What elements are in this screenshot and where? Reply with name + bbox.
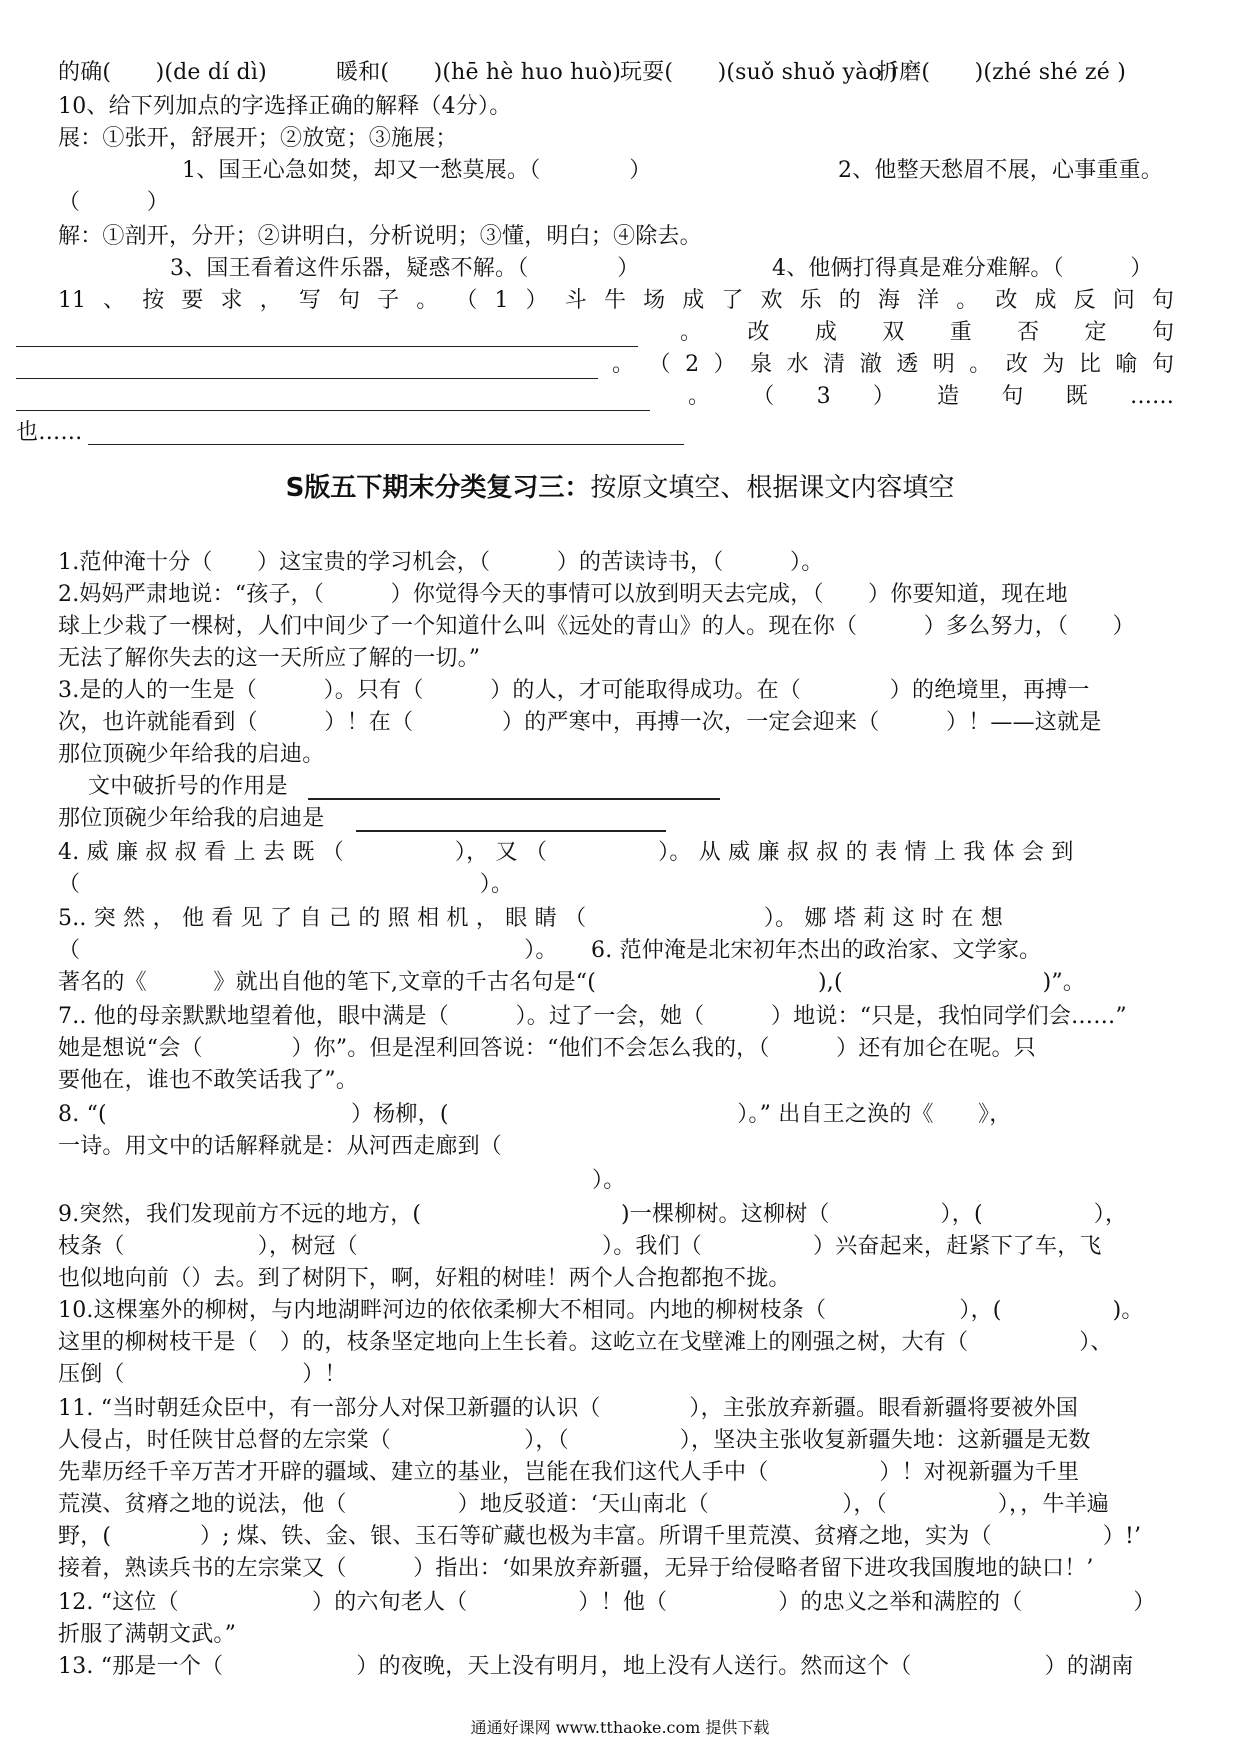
question-line-29: 先辈历经千辛万苦才开辟的疆域、建立的基业，岂能在我们这代人手中（ ）！对视新疆为千里 <box>58 1460 1080 1485</box>
question-line-34: 折服了满朝文武。” <box>58 1622 237 1647</box>
question-line-32: 接着，熟读兵书的左宗棠又（ ）指出：‘如果放弃新疆，无异于给侵略者留下进攻我国腹地的缺口！’ <box>58 1556 1094 1581</box>
section-heading <box>0 470 1240 506</box>
question-line-7: 那位顶碗少年给我的启迪。 <box>58 742 325 767</box>
zhan-question-1: 1、国王心急如焚，却又一愁莫展。（ ） <box>182 158 652 183</box>
question-line-8: 文中破折号的作用是 <box>88 774 288 799</box>
answer-line-enlightenment[interactable] <box>356 830 666 832</box>
question-line-17: 要他在，谁也不敢笑话我了”。 <box>58 1068 359 1093</box>
question-line-14: 著名的《 》就出自他的笔下,文章的千古名句是“( ),( )”。 <box>58 970 1086 995</box>
question-line-15: 7.. 他的母亲默默地望着他，眼中满是（ ）。过了一会，她（ ）地说：“只是，我怕同学们会……” <box>58 1004 1127 1029</box>
question-line-4: 无法了解你失去的这一天所应了解的一切。” <box>58 646 481 671</box>
question-line-18: 8. “( ）杨柳，( ）。” 出自王之涣的《 》， <box>58 1102 1012 1127</box>
answer-line-dash-purpose[interactable] <box>308 798 720 800</box>
question-11-line-4: 。 （ 3 ） 造 句 既 …… <box>688 384 1174 409</box>
question-line-5: 3.是的人的一生是（ ）。只有（ ）的人，才可能取得成功。在（ ）的绝境里，再搏一 <box>58 678 1090 703</box>
question-line-35: 13. “那是一个（ ）的夜晚，天上没有明月，地上没有人送行。然而这个（ ）的湖南 <box>58 1654 1134 1679</box>
question-line-20: ）。 <box>592 1168 626 1193</box>
question-11-line-2: 。 改 成 双 重 否 定 句 <box>680 320 1174 345</box>
question-line-31: 野，( ）; 煤、铁、金、银、玉石等矿藏也极为丰富。所谓千里荒漠、贫瘠之地，实为（ ）!’ <box>58 1524 1142 1549</box>
question-line-19: 一诗。用文中的话解释就是：从河西走廊到（ <box>58 1134 503 1159</box>
question-line-25: 这里的柳树枝干是（ ）的，枝条坚定地向上生长着。这屹立在戈壁滩上的刚强之树，大有（ ）、 <box>58 1330 1113 1355</box>
pinyin-item-3: 玩耍( )(suǒ shuǒ yào ) <box>620 60 898 85</box>
question-line-16: 她是想说“会（ ）你”。但是涅利回答说：“他们不会怎么我的，（ ）还有加仑在呢。只 <box>58 1036 1036 1061</box>
jie-question-4: 4、他俩打得真是难分难解。（ ） <box>772 256 1153 281</box>
pinyin-item-4: 折磨( )(zhé shé zé ) <box>877 60 1126 85</box>
question-line-10: 4. 威 廉 叔 叔 看 上 去 既 （ ）， 又 （ ）。 从 威 廉 叔 叔 的 表 情 上 我 体 会 到 <box>58 840 1074 865</box>
answer-line-1[interactable] <box>16 346 638 347</box>
question-line-22: 枝条（ ），树冠（ ）。我们（ ）兴奋起来，赶紧下了车，飞 <box>58 1234 1102 1259</box>
question-line-27: 11. “当时朝廷众臣中，有一部分人对保卫新疆的认识（ ），主张放弃新疆。眼看新疆将要被外国 <box>58 1396 1079 1421</box>
question-line-33: 12. “这位（ ）的六旬老人（ ）！他（ ）的忠义之举和满腔的（ ） <box>58 1590 1156 1615</box>
jie-question-3: 3、国王看着这件乐器，疑惑不解。（ ） <box>170 256 640 281</box>
zhan-question-2: 2、他整天愁眉不展，心事重重。 <box>838 158 1163 183</box>
question-11-line-1: 11 、 按 要 求 ， 写 句 子 。 （ 1 ） 斗 牛 场 成 了 欢 乐 的 海 洋 。 改 成 反 问 句 <box>58 288 1174 313</box>
pinyin-item-2: 暖和( )(hē hè huo huò) <box>336 60 622 85</box>
question-11-line-5: 也…… <box>16 420 83 445</box>
section-heading-sub: 按原文填空、根据课文内容填空 <box>590 473 955 503</box>
question-line-3: 球上少栽了一棵树，人们中间少了一个知道什么叫《远处的青山》的人。现在你（ ）多么努力，（ ） <box>58 614 1135 639</box>
question-line-30: 荒漠、贫瘠之地的说法，他（ ）地反驳道：‘天山南北（ ），（ ），，牛羊遍 <box>58 1492 1109 1517</box>
zhan-question-2-blank: （ ） <box>58 190 170 215</box>
pinyin-item-1: 的确( )(de dí dì) <box>58 60 267 85</box>
question-line-21: 9.突然，我们发现前方不远的地方，( )一棵柳树。这柳树（ ），( ）， <box>58 1202 1128 1227</box>
zhan-definitions: 展：①张开，舒展开；②放宽；③施展； <box>58 126 458 151</box>
question-11-line-3: 。 （ 2 ） 泉 水 清 澈 透 明 。 改 为 比 喻 句 <box>612 352 1174 377</box>
question-line-24: 10.这棵塞外的柳树，与内地湖畔河边的依依柔柳大不相同。内地的柳树枝条（ ），( )。 <box>58 1298 1144 1323</box>
question-line-13: （ ）。 6. 范仲淹是北宋初年杰出的政治家、文学家。 <box>58 938 1042 963</box>
answer-line-2[interactable] <box>16 378 598 379</box>
question-line-9: 那位顶碗少年给我的启迪是 <box>58 806 325 831</box>
question-10-heading: 10、给下列加点的字选择正确的解释（4分）。 <box>58 94 512 119</box>
question-line-12: 5.. 突 然 ， 他 看 见 了 自 己 的 照 相 机 ， 眼 睛 （ ）。 娜 塔 莉 这 时 在 想 <box>58 906 1004 931</box>
question-line-11: （ ）。 <box>58 872 514 897</box>
question-line-26: 压倒（ ）！ <box>58 1362 347 1387</box>
answer-line-3[interactable] <box>16 410 650 411</box>
question-line-2: 2.妈妈严肃地说：“孩子，（ ）你觉得今天的事情可以放到明天去完成，（ ）你要知道，现在地 <box>58 582 1068 607</box>
question-line-6: 次，也许就能看到（ ）！在（ ）的严寒中，再搏一次，一定会迎来（ ）！——这就是 <box>58 710 1102 735</box>
section-heading-main: S版五下期末分类复习三： <box>285 473 591 503</box>
question-line-28: 人侵占，时任陕甘总督的左宗棠（ ），（ ），坚决主张收复新疆失地：这新疆是无数 <box>58 1428 1091 1453</box>
question-line-1: 1.范仲淹十分（ ）这宝贵的学习机会，（ ）的苦读诗书，（ ）。 <box>58 550 824 575</box>
answer-line-4[interactable] <box>88 444 684 445</box>
question-line-23: 也似地向前（）去。到了树阴下，啊，好粗的树哇！两个人合抱都抱不拢。 <box>58 1266 791 1291</box>
footer-credit: 通通好课网 www.tthaoke.com 提供下载 <box>470 1718 770 1737</box>
jie-definitions: 解：①剖开，分开；②讲明白，分析说明；③懂，明白；④除去。 <box>58 224 702 249</box>
